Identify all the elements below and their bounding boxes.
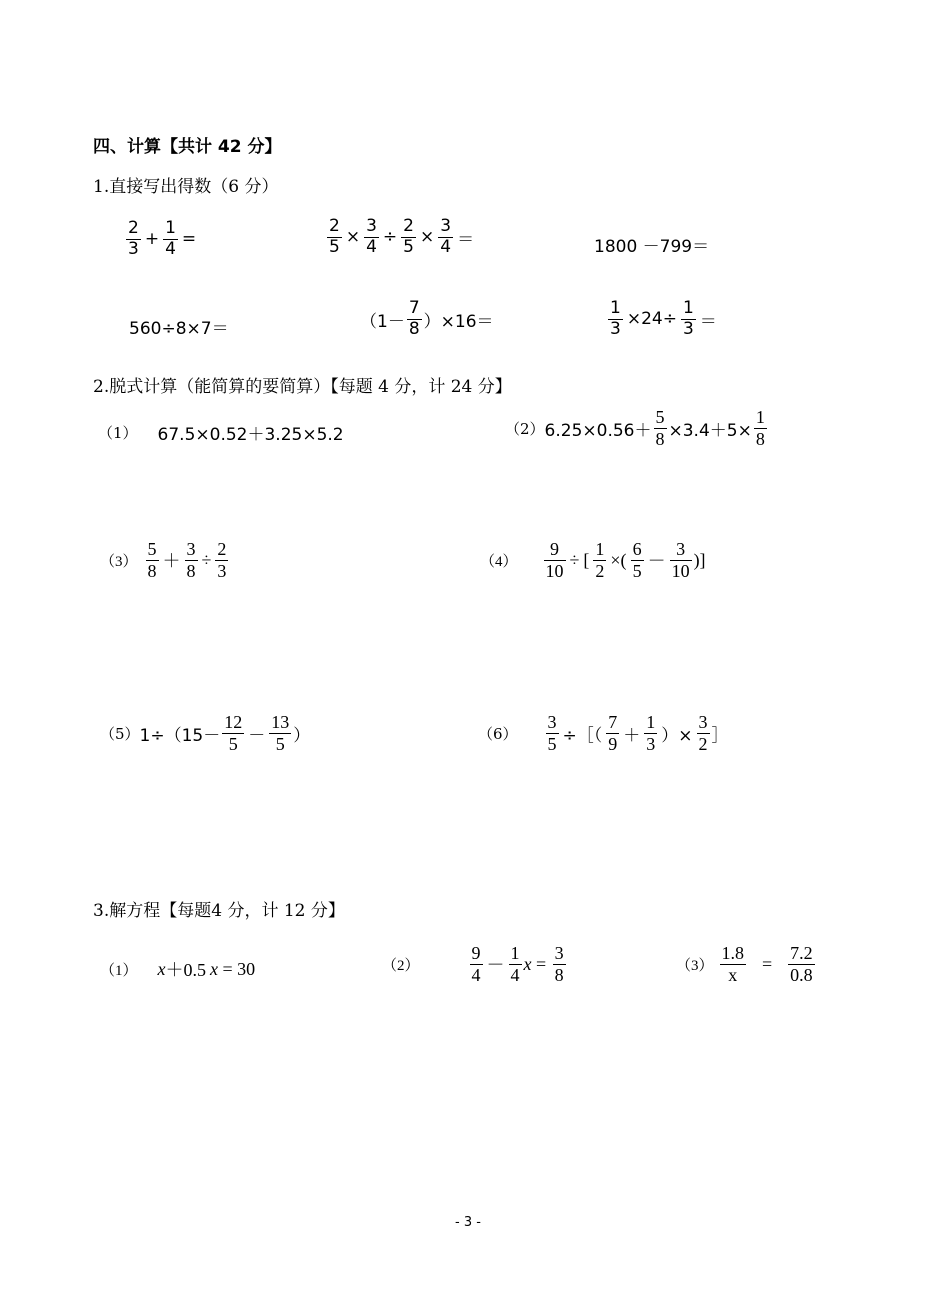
operator: × — [419, 227, 435, 248]
fraction: 13 5 — [271, 712, 290, 754]
page-number: - 3 - — [455, 1215, 481, 1230]
question-label: （1） — [100, 962, 138, 979]
fraction: $\frac{1}{3}$ — [610, 298, 621, 339]
question-label: （2） — [382, 957, 420, 974]
question-label: （6） — [478, 724, 518, 743]
fraction: $\frac{7.2}{0.8}$ — [790, 943, 813, 985]
p2-question-1 — [98, 420, 344, 445]
p2-question-6: （6） $\frac{3}{5}$ ÷［（ 7 9 ＋ 1 3 ）× $\frac{3}{2}$ ］ — [478, 712, 729, 754]
fraction: $\frac{1.8}{x}$ — [721, 943, 745, 985]
part3-title: 3.解方程【每题4 分，计 12 分】 — [93, 901, 345, 921]
fraction: 5 8 — [147, 539, 157, 581]
question-label: （2） — [505, 419, 545, 438]
fraction: $\frac{3}{4}$ — [440, 216, 452, 257]
operator: ÷ — [382, 227, 398, 248]
p2-question-2: （2） 6.25×0.56＋ $\frac{5}{8}$ ×3.4＋5× $\frac{1}{8}$ — [505, 407, 765, 449]
fraction: 7 9 — [608, 712, 618, 754]
fraction: 7 8 — [408, 298, 420, 339]
fraction: $\frac{1}{8}$ — [755, 407, 765, 449]
expression: 67.5×0.52＋3.25×5.2 — [157, 425, 344, 445]
fraction: $\frac{1}{2}$ — [595, 539, 605, 581]
denominator: 3 — [128, 238, 139, 259]
fraction: 12 5 — [224, 712, 243, 754]
fraction — [163, 220, 178, 259]
section-title: 四、计算【共计 42 分】 — [93, 137, 282, 157]
fraction: 9 4 — [471, 943, 481, 985]
question-label: （1） — [98, 424, 138, 442]
fraction: $\frac{2}{3}$ — [217, 539, 227, 581]
fraction: $\frac{5}{8}$ — [655, 407, 665, 449]
fraction: $\frac{3}{4}$ — [366, 216, 377, 257]
p2-question-4: （4） $\frac{9}{10}$ ÷ [ $\frac{1}{2}$ ×( 6 5 － 3 10 )] — [480, 539, 706, 581]
variable: x — [210, 958, 219, 979]
question-label: （3） — [100, 553, 138, 570]
fraction: $\frac{3}{8}$ — [554, 943, 564, 985]
p2-question-5: （5） 1÷（15－ 12 5 － 13 5 ） — [100, 712, 311, 754]
equals-sign: = — [181, 229, 197, 250]
denominator: 4 — [165, 238, 176, 259]
variable: x — [157, 958, 166, 979]
fraction: 3 10 — [671, 539, 690, 581]
fraction: $\frac{2}{5}$ — [329, 216, 340, 257]
fraction: $\frac{2}{5}$ — [403, 216, 414, 257]
fraction: $\frac{3}{8}$ — [186, 539, 196, 581]
part1-title: 1.直接写出得数（6 分） — [93, 177, 279, 197]
equals-sign: ＝ — [699, 311, 717, 332]
operator: + — [144, 229, 160, 250]
question-label: （3） — [676, 957, 714, 974]
fraction — [126, 220, 141, 259]
p3-equation-1: （1） x ＋0.5 x = 30 — [100, 958, 256, 980]
fraction: 6 5 — [632, 539, 642, 581]
fraction: $\frac{3}{2}$ — [698, 712, 708, 754]
variable: x — [523, 953, 532, 974]
p1-item-b — [325, 218, 476, 257]
p3-equation-2: （2） 9 4 － 1 4 x = $\frac{3}{8}$ — [382, 943, 564, 985]
p3-equation-3: （3） $\frac{1.8}{x}$ = $\frac{7.2}{0.8}$ — [676, 943, 813, 985]
p1-item-e: （1－ 7 8 ）×16＝ — [360, 298, 494, 339]
p1-item-a — [124, 220, 198, 259]
fraction: $\frac{1}{3}$ — [682, 298, 694, 339]
operator: × — [345, 227, 361, 248]
p1-item-c: 1800 －799＝ — [594, 237, 710, 257]
p1-item-d: 560÷8×7＝ — [129, 319, 229, 339]
numerator: 2 — [128, 218, 139, 238]
fraction: 1 3 — [646, 712, 656, 754]
question-label: （5） — [100, 724, 140, 743]
fraction: $\frac{9}{10}$ — [545, 539, 564, 581]
question-label: （4） — [480, 553, 518, 570]
p2-question-3: （3） 5 8 ＋ $\frac{3}{8}$ ÷ $\frac{2}{3}$ — [100, 539, 227, 581]
numerator: 1 — [165, 218, 176, 238]
fraction: 1 4 — [510, 943, 520, 985]
p1-item-f: $\frac{1}{3}$ ×24÷ $\frac{1}{3}$ ＝ — [610, 298, 717, 339]
fraction: $\frac{3}{5}$ — [547, 712, 557, 754]
equals-sign: ＝ — [457, 229, 475, 250]
part2-title: 2.脱式计算（能简算的要简算）【每题 4 分，计 24 分】 — [93, 377, 512, 397]
